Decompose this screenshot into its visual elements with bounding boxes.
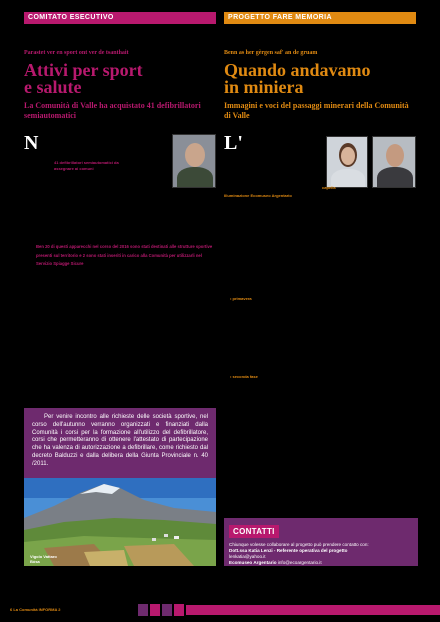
right-snippet-2: Illuminazione Ecomuseo Argentario [224,193,292,198]
man-portrait-photo-2 [372,136,416,188]
contatti-header: CONTATTI [229,525,279,538]
left-title-line2: e salute [24,77,82,97]
footer-band [186,605,440,615]
contatti-line1: Dott.ssa Katia Lenzi - Referente operativa del progetto [229,548,348,553]
footer-square-2 [150,604,160,616]
right-dropcap: L' [224,132,243,154]
woman-portrait-photo [326,136,368,188]
contatti-box [224,518,418,566]
contatti-line3-email[interactable]: info@ecoargentario.it [276,560,322,565]
landscape-caption: Vigolo Vattaro Bòsa [30,554,57,564]
footer-square-1 [138,604,148,616]
contatti-line2[interactable]: lenkatia@yahoo.it [229,554,266,559]
left-dropcap: N [24,132,39,154]
left-title-line1: Attivi per sport [24,60,143,80]
contatti-intro: Chiunque volesse collaborare al progetto può prendere contatto con: [229,542,369,547]
footer-label: 6 La Comunità INFORMA 2 [10,607,61,612]
left-subtitle: La Comunità di Valle ha acquistato 41 defibrillatori semiautomatici [24,101,201,120]
right-bullet-1: • primavera [230,296,252,301]
landscape-illustration [24,478,216,566]
valley-landscape-photo [24,478,216,566]
page-footer [0,604,440,616]
contatti-line3-bold: Ecomuseo Argentario [229,560,277,565]
footer-square-3 [162,604,172,616]
right-title [224,62,416,96]
right-title-line2: in miniera [224,77,304,97]
left-snippet-1: 41 defibrillatori semiautomatici da assegnare ai comuni [54,160,119,171]
right-bullet-2: • seconda fase [230,374,258,379]
right-article [224,12,416,121]
section-bar-left: COMITATO ESECUTIVO [24,12,216,24]
left-kicker: Parastet ver en sport ont ver de tsanthait [24,50,129,56]
right-snippet-1: capella [322,185,336,190]
left-title [24,62,216,96]
left-article [24,12,216,121]
right-title-line1: Quando andavamo [224,60,371,80]
right-kicker: Benn as her gèrgen saf' an de gruam [224,50,318,56]
info-box-defibrillator-courses: Per venire incontro alle richieste delle società sportive, nel corso dell'autunno verranno organizzati e finanziati dalla Comunità i corsi per la formazione all'utilizzo del defibrillatore, corsi che permetteranno di ottenere l'attestato di partecipazione che ha valenza di autorizzazione a defibrillare, come richiesto dal decreto Balduzzi e dalla delibera della Giunta Provinciale n. 40 /2011. [24,408,216,478]
right-subtitle: Immagini e voci del passaggi minerari della Comunità di Valle [224,101,409,120]
footer-square-4 [174,604,184,616]
left-snippet-2: Ben 20 di questi apparecchi nel corso del 2016 sono stati destinati alle strutture sportive presenti sul territorio e 2 sono stati inseriti in carico alla Comunità per utilizzarli nel Servizio Spiagge Sicure [36,244,213,266]
man-portrait-photo [172,134,216,188]
contatti-lines [229,548,413,566]
section-bar-right: PROGETTO FARE MEMORIA [224,12,416,24]
